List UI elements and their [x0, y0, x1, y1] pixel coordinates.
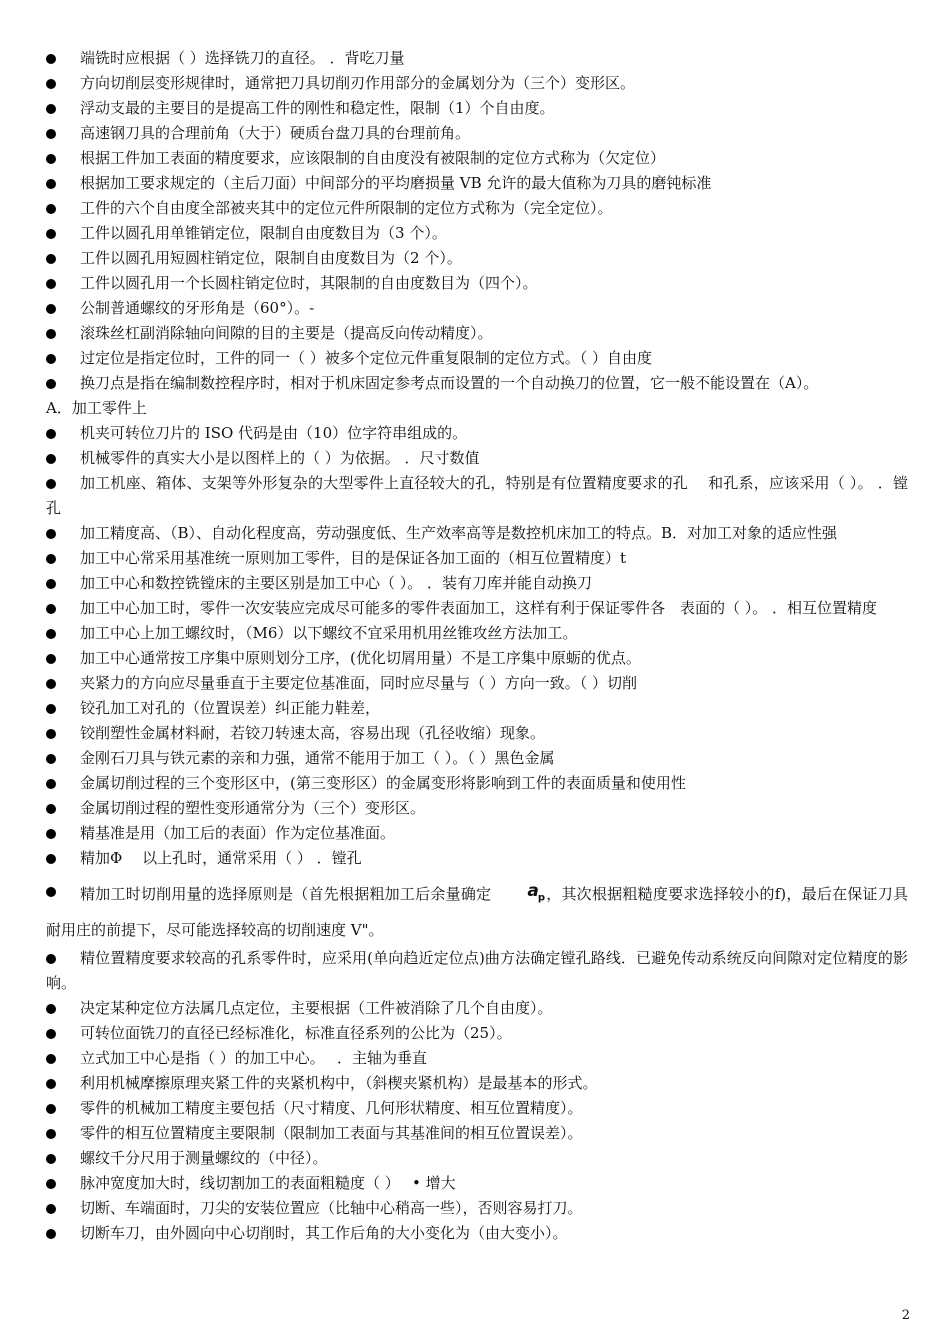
- list-item: 加工精度高、（B）、自动化程度高，劳动强度低、生产效率高等是数控机床加工的特点。B．对加工对象的适应性强: [46, 521, 908, 546]
- list-item: 根据工件加工表面的精度要求，应该限制的自由度没有被限制的定位方式称为（欠定位）: [46, 146, 908, 171]
- bullet-icon: [46, 1021, 66, 1046]
- list-item: 决定某种定位方法属几点定位，主要根据（工件被消除了几个自由度）。: [46, 996, 908, 1021]
- bullet-icon: [46, 196, 66, 221]
- bullet-icon: [46, 96, 66, 121]
- bullet-icon: [46, 71, 66, 96]
- bullet-icon: [46, 621, 66, 646]
- bullet-icon: [46, 471, 66, 496]
- bullet-icon: [46, 146, 66, 171]
- bullet-icon: [46, 421, 66, 446]
- list-item: 切断车刀，由外圆向中心切削时，其工作后角的大小变化为（由大变小）。: [46, 1221, 908, 1246]
- bullet-icon: [46, 671, 66, 696]
- list-item: 高速钢刀具的合理前角（大于）硬质台盘刀具的台理前角。: [46, 121, 908, 146]
- bullet-icon: [46, 1046, 66, 1071]
- continuation-line: A．加工零件上: [46, 399, 147, 417]
- list-item: 机械零件的真实大小是以图样上的（ ）为依据。 ．尺寸数值: [46, 446, 908, 471]
- list-item: 机夹可转位刀片的 ISO 代码是由（10）位字符串组成的。: [46, 421, 908, 446]
- list-item: 工件以圆孔用单锥销定位，限制自由度数目为（3 个）。: [46, 221, 908, 246]
- list-item: 根据加工要求规定的（主后刀面）中间部分的平均磨损量 VB 允许的最大值称为刀具的磨钝标准: [46, 171, 908, 196]
- list-item: 金属切削过程的三个变形区中，(第三变形区）的金属变形将影响到工件的表面质量和使用性: [46, 771, 908, 796]
- list-item: 公制普通螺纹的牙形角是（60°）。-: [46, 296, 908, 321]
- list-item: 加工中心和数控铣镗床的主要区别是加工中心（ ）。 ．装有刀库并能自动换刀: [46, 571, 908, 596]
- page-number: 2: [901, 1308, 910, 1323]
- bullet-icon: [46, 746, 66, 771]
- list-item: 工件以圆孔用短圆柱销定位，限制自由度数目为（2 个）。: [46, 246, 908, 271]
- bullet-list: [46, 46, 908, 1246]
- bullet-icon: [46, 346, 66, 371]
- list-item: 精加工时切削用量的选择原则是（首先根据粗加工后余量确定 $a_p$ ，其次根据粗糙度要求选择较小的f)，最后在保证刀具耐用庄的前提下，尽可能选择较高的切削速度 V"。: [46, 871, 908, 946]
- bullet-icon: [46, 696, 66, 721]
- list-item: 加工中心常采用基准统一原则加工零件，目的是保证各加工面的（相互位置精度）t: [46, 546, 908, 571]
- bullet-icon: [46, 596, 66, 621]
- bullet-icon: [46, 1221, 66, 1246]
- bullet-icon: [46, 246, 66, 271]
- bullet-icon: [46, 371, 66, 396]
- list-item: 精位置精度要求较高的孔系零件时，应采用(单向趋近定位点)曲方法确定镗孔路线．已避免传动系统反向间隙对定位精度的影响。: [46, 946, 908, 996]
- list-item: 夹紧力的方向应尽量垂直于主要定位基准面，同时应尽量与（ ）方向一致。（ ）切削: [46, 671, 908, 696]
- list-item: 铰孔加工对孔的（位置误差）纠正能力鞋差，: [46, 696, 908, 721]
- bullet-icon: [46, 46, 66, 71]
- list-item: 金属切削过程的塑性变形通常分为（三个）变形区。: [46, 796, 908, 821]
- list-item: 可转位面铣刀的直径已经标准化，标准直径系列的公比为（25）。: [46, 1021, 908, 1046]
- bullet-icon: [46, 221, 66, 246]
- bullet-icon: [46, 1071, 66, 1096]
- bullet-icon: [46, 571, 66, 596]
- list-item: 精基准是用（加工后的表面）作为定位基准面。: [46, 821, 908, 846]
- list-item: 铰削塑性金属材料耐，若铰刀转速太高，容易出现（孔径收缩）现象。: [46, 721, 908, 746]
- list-item: 工件以圆孔用一个长圆柱销定位时，其限制的自由度数目为（四个）。: [46, 271, 908, 296]
- list-item: 脉冲宽度加大时，线切割加工的表面粗糙度（ ） • 增大: [46, 1171, 908, 1196]
- list-item: 加工中心加工时，零件一次安装应完成尽可能多的零件表面加工，这样有利于保证零件各 表面的（ ）。 ．相互位置精度: [46, 596, 908, 621]
- list-item: 工件的六个自由度全部被夹其中的定位元件所限制的定位方式称为（完全定位）。: [46, 196, 908, 221]
- bullet-icon: [46, 879, 66, 904]
- list-item: 零件的机械加工精度主要包括（尺寸精度、几何形状精度、相互位置精度）。: [46, 1096, 908, 1121]
- bullet-icon: [46, 1196, 66, 1221]
- list-item: 立式加工中心是指（ ）的加工中心。 ．主轴为垂直: [46, 1046, 908, 1071]
- list-item: 加工机座、箱体、支架等外形复杂的大型零件上直径较大的孔，特别是有位置精度要求的孔 和孔系，应该采用（ ）。 ．镗孔: [46, 471, 908, 521]
- list-item: 方向切削层变形规律时，通常把刀具切削刃作用部分的金属划分为（三个）变形区。: [46, 71, 908, 96]
- bullet-icon: [46, 1146, 66, 1171]
- bullet-icon: [46, 796, 66, 821]
- bullet-icon: [46, 271, 66, 296]
- list-item: 精加Φ 以上孔时，通常采用（ ） ．镗孔: [46, 846, 908, 871]
- list-item: 换刀点是指在编制数控程序时，相对于机床固定参考点而设置的一个自动换刀的位置，它一般不能设置在（A）。: [46, 371, 908, 396]
- bullet-icon: [46, 846, 66, 871]
- bullet-icon: [46, 1171, 66, 1196]
- bullet-icon: [46, 296, 66, 321]
- bullet-icon: [46, 996, 66, 1021]
- bullet-icon: [46, 721, 66, 746]
- bullet-icon: [46, 521, 66, 546]
- list-item: 端铣时应根据（ ）选择铣刀的直径。 ．背吃刀量: [46, 46, 908, 71]
- list-item: 浮动支最的主要目的是提高工件的刚性和稳定性，限制（1）个自由度。: [46, 96, 908, 121]
- formula-ap-icon: $a_p$: [527, 881, 544, 904]
- list-item: 零件的相互位置精度主要限制（限制加工表面与其基准间的相互位置误差）。: [46, 1121, 908, 1146]
- bullet-icon: [46, 821, 66, 846]
- bullet-icon: [46, 646, 66, 671]
- list-item: 利用机械摩擦原理夹紧工件的夹紧机构中，（斜楔夹紧机构）是最基本的形式。: [46, 1071, 908, 1096]
- bullet-icon: [46, 121, 66, 146]
- list-item: 滚珠丝杠副消除轴向间隙的目的主要是（提高反向传动精度）。: [46, 321, 908, 346]
- bullet-icon: [46, 1096, 66, 1121]
- bullet-icon: [46, 1121, 66, 1146]
- bullet-icon: [46, 171, 66, 196]
- list-item: 加工中心通常按工序集中原则划分工序，(优化切屑用量）不是工序集中原蛎的优点。: [46, 646, 908, 671]
- bullet-icon: [46, 446, 66, 471]
- list-item: 螺纹千分尺用于测量螺纹的（中径）。: [46, 1146, 908, 1171]
- list-item: 过定位是指定位时，工件的同一（ ）被多个定位元件重复限制的定位方式。（ ）自由度: [46, 346, 908, 371]
- bullet-icon: [46, 771, 66, 796]
- list-item: 加工中心上加工螺纹时，（M6）以下螺纹不宜采用机用丝锥攻丝方法加工。: [46, 621, 908, 646]
- bullet-icon: [46, 946, 66, 971]
- list-item: 金刚石刀具与铁元素的亲和力强，通常不能用于加工（ ）。（ ）黑色金属: [46, 746, 908, 771]
- bullet-icon: [46, 546, 66, 571]
- list-item: 切断、车端面时，刀尖的安装位置应（比轴中心稍高一些），否则容易打刀。: [46, 1196, 908, 1221]
- bullet-icon: [46, 321, 66, 346]
